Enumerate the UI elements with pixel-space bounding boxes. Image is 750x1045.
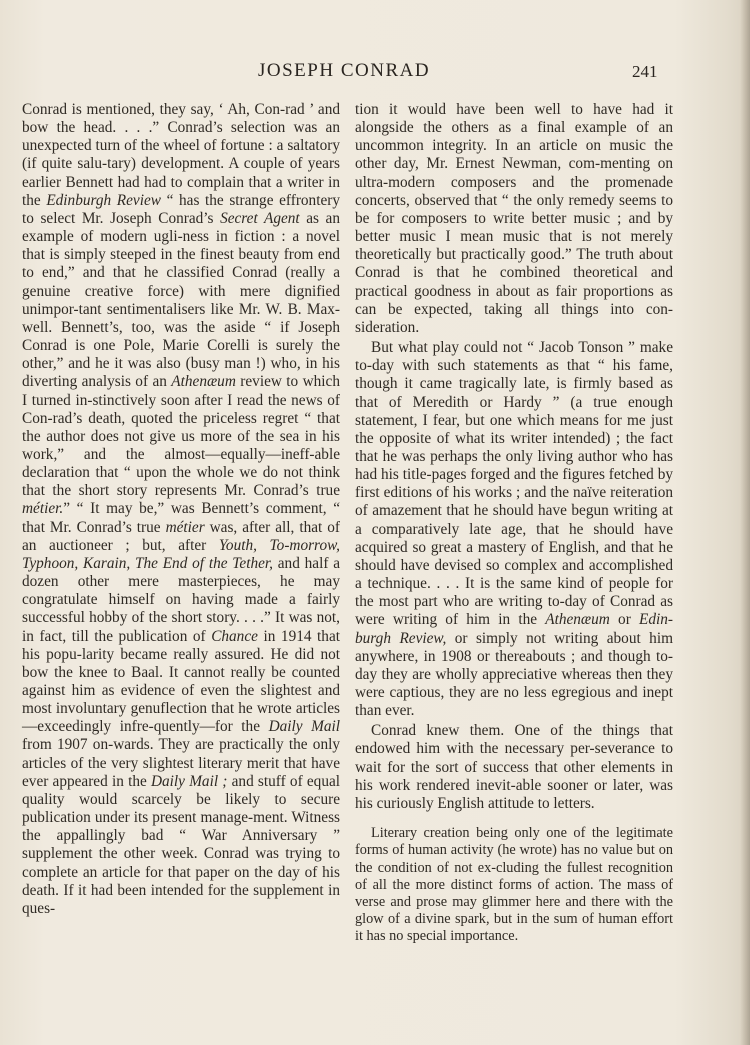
page-number: 241	[632, 62, 658, 81]
right-paragraph-1: tion it would have been well to have had it alongside the others as a final example of an uncommon integrity. In an article on music the other day, Mr. Ernest Newman, com-menting on ultra-modern composers and the promenade concerts, observed that “ the only remedy seems to be for composers to write better music ; and by better music I mean music that is not merely theoretically but practically good.” The truth about Conrad is that he combined theoretical and practical goodness in about as fair proportions as can be expected, taking all things into con-sideration.	[355, 101, 673, 336]
right-column	[355, 101, 673, 946]
page-edge-shadow	[740, 0, 750, 1045]
left-paragraph: Conrad is mentioned, they say, ‘ Ah, Con-rad ’ and bow the head. . . .” Conrad’s selection was an unexpected turn of the wheel of fortune : a saltatory (if quite salu-tary) development. A couple of years earlier Bennett had had to complain that a writer in the Edinburgh Review “ has the strange effrontery to select Mr. Joseph Conrad’s Secret Agent as an example of modern ugli-ness in fiction : a novel that is simply steeped in the finest beauty from end to end,” and that he classified Conrad (really a genuine creative force) with mere dignified unimpor-tant sentimentalisers like Mr. W. B. Max-well. Bennett’s, too, was the aside “ if Joseph Conrad is one Pole, Marie Corelli is surely the other,” and he it was also (busy man !) who, in his diverting analysis of an Athenæum review to which I turned in-stinctively soon after I read the news of Con-rad’s death, quoted the priceless regret “ that the author does not give us more of the sea in his work,” and the almost—equally—ineff-able declaration that “ upon the whole we do not think that the short story represents Mr. Conrad’s true métier.” “ It may be,” was Bennett’s comment, “ that Mr. Conrad’s true métier was, after all, that of an auctioneer ; but, after Youth, To-morrow, Typhoon, Karain, The End of the Tether, and half a dozen other mere masterpieces, he may congratulate himself on having made a fairly successful hobby of the short story. . . .” It was not, in fact, till the publication of Chance in 1914 that his popu-larity became really assured. He did not bow the knee to Baal. It cannot really be counted against him as evidence of even the slightest and most involuntary genuflection that he wrote articles—exceedingly infre-quently—for the Daily Mail from 1907 on-wards. They are practically the only articles of the very slightest literary merit that have ever appeared in the Daily Mail ; and stuff of equal quality would scarcely be likely to secure publication under its present manage-ment. Witness the appallingly bad “ War Anniversary ” supplement the other week. Conrad was trying to complete an article for that paper on the day of his death. If it had been intended for the supplement in ques-	[22, 101, 341, 917]
left-column	[22, 101, 340, 918]
running-title: JOSEPH CONRAD	[258, 60, 431, 81]
block-quote: Literary creation being only one of the legitimate forms of human activity (he wrote) has no value but on the condition of not ex-cluding the fullest recognition of all the more distinct forms of action. The mass of verse and prose may glimmer here and there with the glow of a divine spark, but in the sum of human effort it has no special importance.	[355, 825, 673, 945]
right-paragraph-3: Conrad knew them. One of the things that endowed him with the necessary per-severance to wait for the sort of success that other elements in his work rendered inevit-able sooner or later, was his curiously English attitude to letters.	[355, 722, 673, 812]
page-header	[0, 60, 750, 86]
right-paragraph-2: But what play could not “ Jacob Tonson ” make to-day with such statements as that “ his fame, though it came tragically late, is firmly based as that of Meredith or Hardy ” (a true enough statement, I fear, but one which means for me just the opposite of what its writer intended) ; the fact that he was perhaps the only living author who has had his title-pages forged and the figures fetched by first editions of his works ; and the naïve reiteration of amazement that he should have begun writing at a comparatively late age, that he should have acquired so great a mastery of English, and that he should have devised so complex and accomplished a technique. . . . It is the same kind of people for the most part who are writing to-day of Conrad as were writing of him in the Athenæum or Edin-burgh Review, or simply not writing about him anywhere, in 1908 or thereabouts ; and though to-day they are wholly appreciative whereas then they were captious, they are no less egregious and inept than ever.	[355, 339, 673, 720]
